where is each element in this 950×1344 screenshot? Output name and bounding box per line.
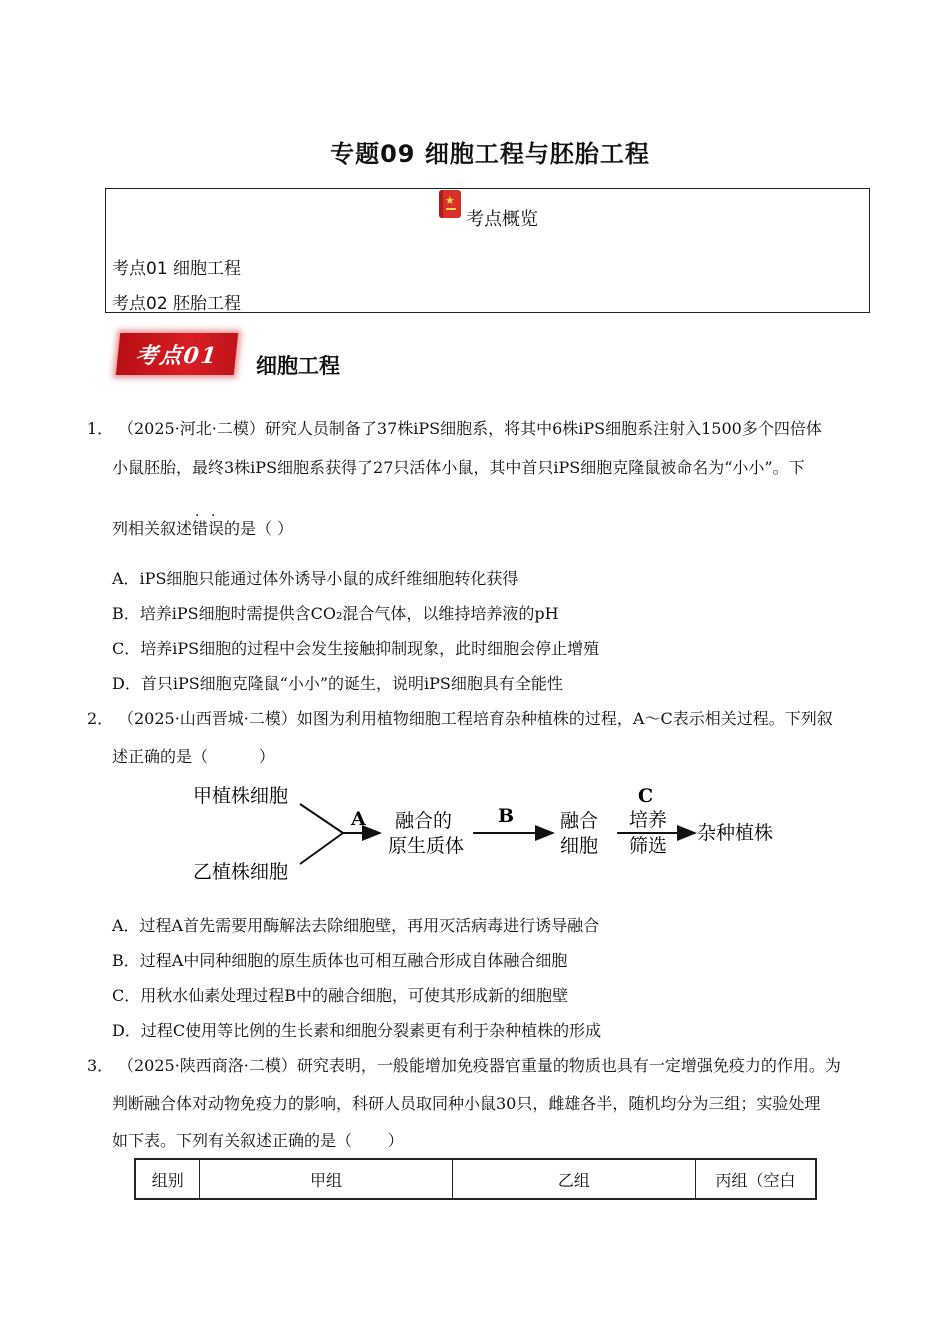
q1-option-d[interactable]: D．首只iPS细胞克隆鼠“小小”的诞生，说明iPS细胞具有全能性 <box>112 674 563 693</box>
section-badge: 考点01 <box>116 333 238 375</box>
overview-item-1[interactable]: 考点01 细胞工程 <box>112 259 242 279</box>
table-header-yi: 乙组 <box>452 1159 695 1199</box>
diagram-branch-top <box>300 804 343 833</box>
diagram-protoplast-1: 融合的 <box>395 810 453 832</box>
diagram-cell-b: 乙植株细胞 <box>193 861 289 883</box>
q1-number: 1． <box>87 419 114 438</box>
table-header-jia: 甲组 <box>200 1159 452 1199</box>
q2-option-b[interactable]: B．过程A中同种细胞的原生质体也可相互融合形成自体融合细胞 <box>112 951 568 970</box>
table-header-group: 组别 <box>135 1159 200 1199</box>
q2-number: 2． <box>87 709 114 728</box>
overview-heading: 考点概览 <box>466 209 538 230</box>
table-header-row <box>135 1159 816 1199</box>
diagram-fused-2: 细胞 <box>560 835 599 857</box>
diagram-protoplast-2: 原生质体 <box>388 835 465 857</box>
diagram-cell-a: 甲植株细胞 <box>193 785 289 807</box>
overview-item-2[interactable]: 考点02 胚胎工程 <box>112 294 242 314</box>
q1-emphasis: . . 错误 <box>192 504 225 538</box>
q1-line3-pre: 列相关叙述 <box>112 519 193 538</box>
diagram-culture: 培养 <box>629 809 668 831</box>
diagram-branch-bottom <box>300 833 343 864</box>
hybrid-process-diagram <box>185 778 795 890</box>
page-title: 专题09 细胞工程与胚胎工程 <box>330 140 650 168</box>
q3-number: 3． <box>87 1056 114 1075</box>
diagram-screen: 筛选 <box>629 835 668 857</box>
table-header-bing: 丙组（空白 <box>696 1159 817 1199</box>
q1-option-a[interactable]: A．iPS细胞只能通过体外诱导小鼠的成纤维细胞转化获得 <box>112 569 519 588</box>
q1-option-c[interactable]: C．培养iPS细胞的过程中会发生接触抑制现象，此时细胞会停止增殖 <box>112 639 600 658</box>
q1-line1: （2025·河北·二模）研究人员制备了37株iPS细胞系，将其中6株iPS细胞系注射入1500多个四倍体 <box>118 419 822 438</box>
q2-option-c[interactable]: C．用秋水仙素处理过程B中的融合细胞，可使其形成新的细胞壁 <box>112 986 569 1005</box>
diagram-fused-1: 融合 <box>560 810 599 832</box>
q1-line3-post: 的是（ ） <box>224 519 294 538</box>
q3-line2: 判断融合体对动物免疫力的影响，科研人员取同种小鼠30只，雌雄各半，随机均分为三组；实验处理 <box>112 1094 821 1113</box>
experiment-table <box>134 1158 817 1200</box>
q1-line3 <box>112 504 294 539</box>
q2-line1: （2025·山西晋城·二模）如图为利用植物细胞工程培育杂种植株的过程，A～C表示相关过程。下列叙 <box>118 709 833 728</box>
q1-line2: 小鼠胚胎，最终3株iPS细胞系获得了27只活体小鼠，其中首只iPS细胞克隆鼠被命名为“小小”。下 <box>112 458 805 477</box>
q2-option-a[interactable]: A．过程A首先需要用酶解法去除细胞壁，再用灭活病毒进行诱导融合 <box>112 916 600 935</box>
section-title: 细胞工程 <box>256 354 340 378</box>
q2-option-d[interactable]: D．过程C使用等比例的生长素和细胞分裂素更有利于杂种植株的形成 <box>112 1021 602 1040</box>
q2-line2: 述正确的是（ ） <box>112 747 275 766</box>
book-icon: ★ <box>439 190 461 218</box>
diagram-step-b: B <box>498 805 515 827</box>
q3-line1: （2025·陕西商洛·二模）研究表明，一般能增加免疫器官重量的物质也具有一定增强免疫力的作用。为 <box>118 1056 841 1075</box>
q3-line3: 如下表。下列有关叙述正确的是（ ） <box>112 1131 404 1150</box>
diagram-result: 杂种植株 <box>697 822 774 844</box>
diagram-step-a: A <box>351 808 366 830</box>
diagram-step-c: C <box>638 785 654 807</box>
q1-option-b[interactable]: B．培养iPS细胞时需提供含CO₂混合气体，以维持培养液的pH <box>112 604 559 623</box>
